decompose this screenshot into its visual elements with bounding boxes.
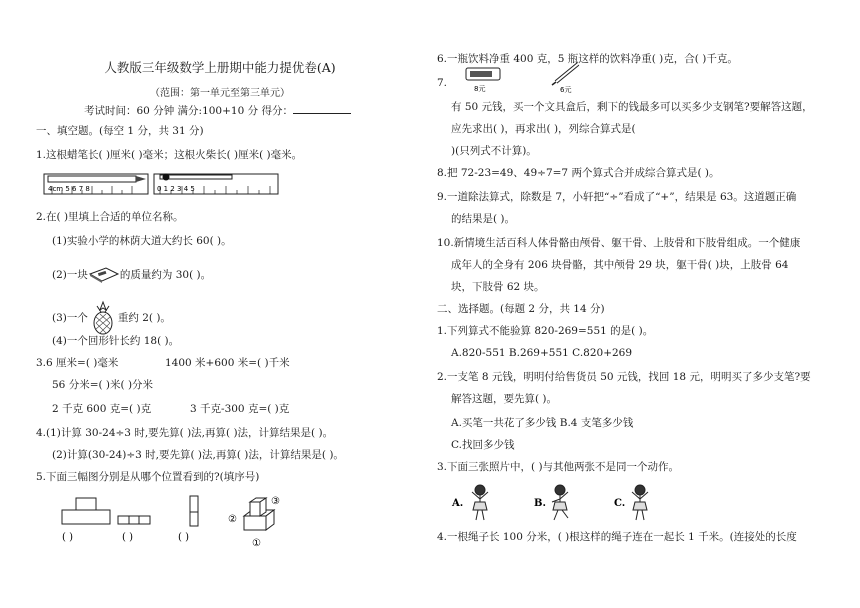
page-title: 人教版三年级数学上册期中能力提优卷(A) [104, 60, 336, 75]
choice-2-line-2: 解答这题，要先算( )。 [451, 393, 558, 405]
view-1-top [76, 498, 96, 510]
question-2-2-end: 的质量约为 30( )。 [119, 269, 212, 281]
section-1-heading: 一、填空题。(每空 1 分，共 31 分) [36, 125, 204, 137]
question-2-2-start: (2)一块 [52, 269, 88, 281]
question-2-3-end: 重约 2( )。 [117, 312, 171, 324]
question-6: 6.一瓶饮料净重 400 克，5 瓶这样的饮料净重( )克，合( )千克。 [437, 53, 738, 65]
view-1-bottom [62, 510, 110, 524]
question-3d: 2 千克 600 克=( )克 [52, 403, 152, 415]
question-2-3-start: (3)一个 [52, 312, 88, 324]
view-3-shape [190, 496, 198, 526]
question-5: 5.下面三幅图分别是从哪个位置看到的?(填序号) [36, 471, 260, 483]
exam-info [84, 102, 351, 118]
photo-a-label: A. [452, 498, 464, 509]
view-1-blank: ( ) [62, 532, 73, 543]
question-3c: 56 分米=( )米( )分米 [52, 379, 154, 391]
question-9-line-1: 9.一道除法算式，除数是 7，小轩把“÷”看成了“+”，结果是 63。这道题正确 [437, 191, 797, 203]
crayon-shape [48, 176, 136, 182]
ruler-left [44, 174, 148, 194]
question-2: 2.在( )里填上合适的单位名称。 [36, 211, 184, 223]
question-2-3 [52, 300, 171, 336]
score-blank[interactable] [293, 102, 351, 114]
solid-figure [244, 498, 274, 530]
choice-3: 3.下面三张照片中，( )与其他两张不是同一个动作。 [437, 461, 680, 473]
view-mark-2: ② [228, 514, 237, 525]
photo-c-label: C. [614, 498, 626, 509]
pineapple-icon [88, 300, 118, 336]
question-10-line-1: 10.新情境生活百科人体骨骼由颅骨、躯干骨、上肢骨和下肢骨组成。一个健康 [437, 237, 801, 249]
exam-info-text: 考试时间：60 分钟 满分:100+10 分 得分： [84, 105, 293, 117]
question-9-line-2: 的结果是( )。 [451, 213, 516, 225]
question-3e: 3 千克-300 克=( )克 [190, 403, 290, 415]
photos-figure [448, 478, 678, 526]
ruler-right-labels: 0 1 2 3 4 5 [157, 185, 195, 193]
pencil-case-price: 8元 [474, 85, 486, 93]
question-4-1: 4.(1)计算 30-24÷3 时,要先算( )法,再算( )法，计算结果是( )。 [36, 427, 334, 439]
choice-2-option-c: C.找回多少钱 [451, 439, 515, 451]
question-2-4: (4)一个回形针长约 18( )。 [52, 335, 180, 347]
photo-b-label: B. [534, 498, 546, 509]
question-3a: 3.6 厘米=( )毫米 [36, 357, 119, 369]
ruler-left-labels: 4cm 5 6 7 8 [48, 185, 90, 193]
question-10-line-3: 块，下肢骨 62 块。 [451, 281, 545, 293]
photo-c-figure [632, 485, 648, 520]
question-2-1: (1)实验小学的林荫大道大约长 60( )。 [52, 235, 232, 247]
question-7-label: 7. [437, 77, 448, 89]
section-2-heading: 二、选择题。(每题 2 分，共 14 分) [437, 303, 605, 315]
choice-1-options: A.820-551 B.269+551 C.820+269 [451, 347, 633, 359]
choice-2-options: A.买笔一共花了多少钱 B.4 支笔多少钱 [451, 417, 634, 429]
views-figure [40, 490, 290, 552]
view-mark-3: ③ [271, 496, 280, 507]
question-7-line-3: )(只列式不计算)。 [451, 145, 537, 157]
ruler-right [154, 174, 278, 195]
photo-a-figure [472, 485, 488, 520]
view-2-blank: ( ) [122, 532, 133, 543]
view-mark-1: ① [252, 538, 261, 549]
pen-price: 6元 [560, 86, 572, 94]
choice-1: 1.下列算式不能验算 820-269=551 的是( )。 [437, 325, 654, 337]
question-10-line-2: 成年人的全身有 206 块骨骼，其中颅骨 29 块，躯干骨( )块，上肢骨 64 [451, 259, 789, 271]
pen-icon [548, 60, 588, 94]
question-7-line-2: 应先求出( )，再求出( )，列综合算式是( [451, 123, 636, 135]
question-1: 1.这根蜡笔长( )厘米( )毫米；这根火柴长( )厘米( )毫米。 [36, 149, 303, 161]
question-8: 8.把 72-23=49、49÷7=7 两个算式合并成综合算式是( )。 [437, 167, 720, 179]
eraser-icon [88, 266, 120, 284]
photo-b-figure [552, 485, 568, 520]
choice-4: 4.一根绳子长 100 分米，( )根这样的绳子连在一起长 1 千米。(连接处的长度 [437, 531, 797, 543]
match-shape [160, 175, 232, 179]
question-4-2: (2)计算(30-24)÷3 时,要先算( )法,再算( )法，计算结果是( )。 [52, 449, 344, 461]
view-2-shape [118, 516, 150, 524]
ruler-figure [42, 166, 282, 196]
choice-2-line-1: 2.一支笔 8 元钱，明明付给售货员 50 元钱，找回 18 元，明明买了多少支笔?要 [437, 371, 811, 383]
question-3b: 1400 米+600 米=( )千米 [165, 357, 290, 369]
question-2-2 [52, 266, 211, 284]
page-subtitle: （范围：第一单元至第三单元） [150, 88, 290, 99]
view-3-blank: ( ) [178, 532, 189, 543]
question-7-line-1: 有 50 元钱，买一个文具盒后，剩下的钱最多可以买多少支钢笔?要解答这题， [451, 101, 813, 113]
pencil-case-icon [462, 64, 552, 94]
